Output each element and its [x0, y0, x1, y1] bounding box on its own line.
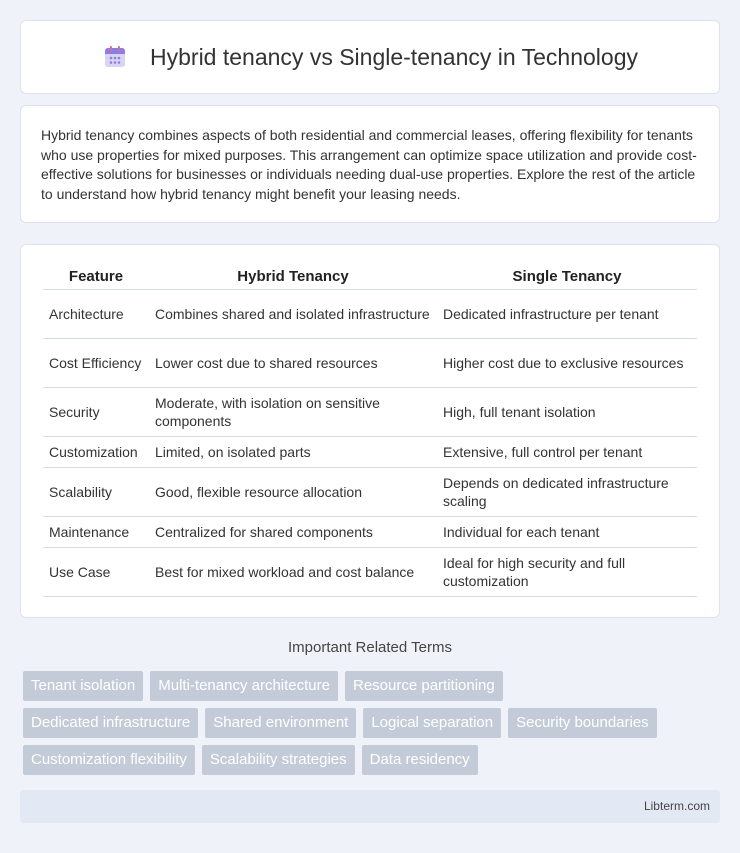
table-cell: High, full tenant isolation [437, 388, 697, 437]
intro-text: Hybrid tenancy combines aspects of both residential and commercial leases, offering flexibility for tenants who use properties for mixed purposes. This arrangement can optimize space utilization and provide cost-effective solutions for businesses or individuals needing dual-use properties. Explore the rest of the article to understand how hybrid tenancy might benefit your leasing needs. [41, 127, 697, 202]
related-terms-title: Important Related Terms [288, 639, 452, 656]
tag-logical-separation[interactable]: Logical separation [363, 708, 501, 738]
table-cell: Customization [43, 437, 149, 468]
table-row [43, 517, 697, 548]
tag-resource-partitioning[interactable]: Resource partitioning [345, 671, 503, 701]
table-cell: Centralized for shared components [149, 517, 437, 548]
table-cell: Dedicated infrastructure per tenant [437, 290, 697, 339]
intro-card [20, 105, 720, 223]
tag-row [23, 671, 723, 701]
table-cell: Moderate, with isolation on sensitive components [149, 388, 437, 437]
tag-scalability-strategies[interactable]: Scalability strategies [202, 745, 355, 775]
header-feature: Feature [43, 263, 149, 290]
table-cell: Higher cost due to exclusive resources [437, 339, 697, 388]
tag-tenant-isolation[interactable]: Tenant isolation [23, 671, 143, 701]
comparison-table [43, 263, 697, 597]
tag-security-boundaries[interactable]: Security boundaries [508, 708, 657, 738]
tag-dedicated-infrastructure[interactable]: Dedicated infrastructure [23, 708, 198, 738]
table-cell: Cost Efficiency [43, 339, 149, 388]
footer [20, 790, 720, 823]
table-row [43, 388, 697, 437]
table-cell: Depends on dedicated infrastructure scaling [437, 468, 697, 517]
header-card [20, 20, 720, 94]
tag-data-residency[interactable]: Data residency [362, 745, 478, 775]
table-cell: Good, flexible resource allocation [149, 468, 437, 517]
table-row [43, 290, 697, 339]
table-cell: Combines shared and isolated infrastructure [149, 290, 437, 339]
table-row [43, 548, 697, 597]
table-cell: Use Case [43, 548, 149, 597]
table-cell: Limited, on isolated parts [149, 437, 437, 468]
table-cell: Lower cost due to shared resources [149, 339, 437, 388]
table-header-row [43, 263, 697, 290]
table-cell: Extensive, full control per tenant [437, 437, 697, 468]
tag-multi-tenancy-architecture[interactable]: Multi-tenancy architecture [150, 671, 338, 701]
table-row [43, 339, 697, 388]
related-terms [23, 671, 723, 782]
tag-row [23, 745, 723, 775]
table-cell: Individual for each tenant [437, 517, 697, 548]
calendar-icon [102, 44, 128, 70]
table-cell: Maintenance [43, 517, 149, 548]
tag-customization-flexibility[interactable]: Customization flexibility [23, 745, 195, 775]
footer-site-link[interactable]: Libterm.com [643, 799, 710, 813]
table-cell: Security [43, 388, 149, 437]
tag-shared-environment[interactable]: Shared environment [205, 708, 356, 738]
table-row [43, 437, 697, 468]
table-row [43, 468, 697, 517]
page-title: Hybrid tenancy vs Single-tenancy in Technology [150, 43, 638, 70]
header-hybrid: Hybrid Tenancy [149, 263, 437, 290]
table-cell: Architecture [43, 290, 149, 339]
comparison-table-card [20, 244, 720, 618]
table-cell: Scalability [43, 468, 149, 517]
table-cell: Best for mixed workload and cost balance [149, 548, 437, 597]
header-single: Single Tenancy [437, 263, 697, 290]
tag-row [23, 708, 723, 738]
table-cell: Ideal for high security and full customization [437, 548, 697, 597]
